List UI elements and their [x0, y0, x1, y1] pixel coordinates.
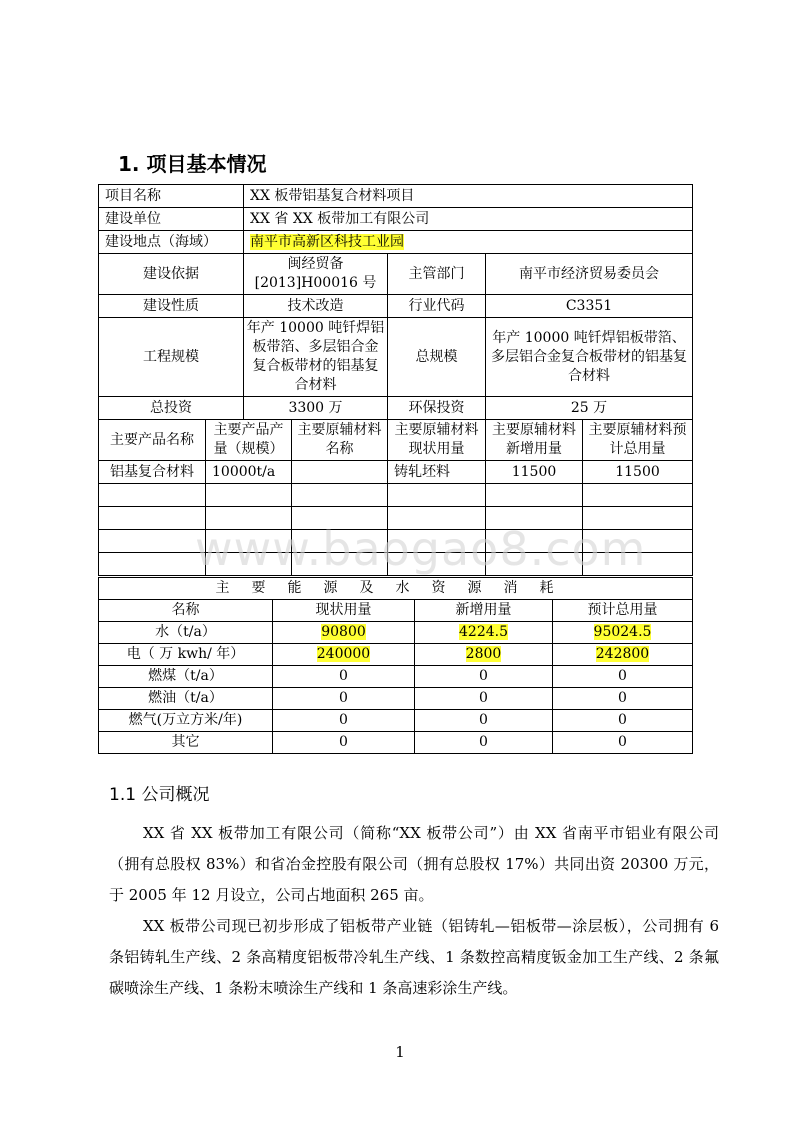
header-cell: 主要产品产量（规模） — [206, 420, 292, 461]
energy-current: 0 — [273, 732, 415, 754]
header-cell: 名称 — [99, 600, 273, 622]
highlight: 90800 — [321, 624, 366, 640]
energy-total — [553, 622, 693, 644]
header-cell: 预计总用量 — [553, 600, 693, 622]
energy-current — [273, 622, 415, 644]
energy-header-row — [99, 600, 693, 622]
energy-new: 0 — [415, 710, 553, 732]
energy-new — [415, 622, 553, 644]
energy-total: 0 — [553, 688, 693, 710]
energy-new: 0 — [415, 732, 553, 754]
location-label: 建设地点（海域） — [99, 231, 244, 254]
energy-total: 0 — [553, 710, 693, 732]
material-total: 11500 — [583, 461, 693, 484]
energy-current: 0 — [273, 710, 415, 732]
nature-value: 技术改造 — [244, 295, 388, 318]
table-row — [99, 461, 693, 484]
highlight: 242800 — [595, 646, 650, 662]
energy-row-gas — [99, 710, 693, 732]
energy-new: 0 — [415, 666, 553, 688]
total-scale-label: 总规模 — [388, 318, 486, 397]
header-cell: 现状用量 — [273, 600, 415, 622]
header-cell: 主要产品名称 — [99, 420, 206, 461]
table-row — [99, 231, 693, 254]
empty-row — [99, 530, 693, 553]
energy-row-electricity — [99, 644, 693, 666]
scale-value: 年产 10000 吨钎焊铝板带箔、多层铝合金复合板带材的铝基复合材料 — [244, 318, 388, 397]
material-current: 铸轧坯料 — [388, 461, 486, 484]
energy-row-water — [99, 622, 693, 644]
scale-label: 工程规模 — [99, 318, 244, 397]
energy-title-row — [99, 578, 693, 600]
industry-value: C3351 — [486, 295, 693, 318]
nature-label: 建设性质 — [99, 295, 244, 318]
paragraph: XX 板带公司现已初步形成了铝板带产业链（铝铸轧—铝板带—涂层板），公司拥有 6 条铝铸轧生产线、2 条高精度铝板带冷轧生产线、1 条数控高精度钣金加工生产线、2 条氟碳喷涂生产线、1 条粉末喷涂生产线和 1 条高速彩涂生产线。 — [109, 917, 719, 997]
env-investment-value: 25 万 — [486, 397, 693, 420]
energy-name: 燃气(万立方米/年) — [99, 710, 273, 732]
watermark: www.baogao8.com — [195, 522, 647, 576]
industry-label: 行业代码 — [388, 295, 486, 318]
energy-row-oil — [99, 688, 693, 710]
env-investment-label: 环保投资 — [388, 397, 486, 420]
energy-row-coal — [99, 666, 693, 688]
product-output: 10000t/a — [206, 461, 292, 484]
energy-current: 0 — [273, 666, 415, 688]
energy-name: 燃油（t/a） — [99, 688, 273, 710]
empty-row — [99, 553, 693, 576]
header-cell: 主要原辅材料现状用量 — [388, 420, 486, 461]
table-row — [99, 254, 693, 295]
header-cell: 主要原辅材料新增用量 — [486, 420, 583, 461]
energy-name: 电（ 万 kwh/ 年） — [99, 644, 273, 666]
project-info-table — [98, 184, 693, 576]
page-number: 1 — [395, 1043, 405, 1061]
table-row — [99, 208, 693, 231]
construction-unit-label: 建设单位 — [99, 208, 244, 231]
material-new: 11500 — [486, 461, 583, 484]
subsection-heading: 1.1 公司概况 — [109, 785, 210, 805]
energy-current: 0 — [273, 688, 415, 710]
basis-label: 建设依据 — [99, 254, 244, 295]
header-cell: 主要原辅材料名称 — [292, 420, 388, 461]
highlight: 2800 — [465, 646, 502, 662]
investment-value: 3300 万 — [244, 397, 388, 420]
table-row — [99, 397, 693, 420]
highlight: 95024.5 — [593, 624, 652, 640]
energy-total: 0 — [553, 732, 693, 754]
energy-new — [415, 644, 553, 666]
project-name-label: 项目名称 — [99, 185, 244, 208]
energy-total — [553, 644, 693, 666]
energy-row-other — [99, 732, 693, 754]
energy-new: 0 — [415, 688, 553, 710]
project-name-value: XX 板带铝基复合材料项目 — [244, 185, 693, 208]
energy-table — [98, 577, 693, 754]
dept-label: 主管部门 — [388, 254, 486, 295]
table-row — [99, 295, 693, 318]
location-highlight: 南平市高新区科技工业园 — [250, 233, 404, 250]
energy-name: 燃煤（t/a） — [99, 666, 273, 688]
products-header-row — [99, 420, 693, 461]
energy-title: 主要能源及水资源消耗 — [215, 580, 576, 596]
table-row — [99, 318, 693, 397]
dept-value: 南平市经济贸易委员会 — [486, 254, 693, 295]
material-name — [292, 461, 388, 484]
empty-row — [99, 507, 693, 530]
total-scale-value: 年产 10000 吨钎焊铝板带箔、多层铝合金复合板带材的铝基复合材料 — [486, 318, 693, 397]
highlight: 240000 — [316, 646, 371, 662]
table-row — [99, 185, 693, 208]
header-cell: 新增用量 — [415, 600, 553, 622]
section-heading: 1. 项目基本情况 — [118, 152, 267, 176]
energy-total: 0 — [553, 666, 693, 688]
paragraph: XX 省 XX 板带加工有限公司（简称“XX 板带公司”）由 XX 省南平市铝业有限公司（拥有总股权 83%）和省冶金控股有限公司（拥有总股权 17%）共同出资 20300 万元，于 2005 年 12 月设立，公司占地面积 265 亩。 — [109, 824, 719, 904]
basis-value: 闽经贸备[2013]H00016 号 — [244, 254, 388, 295]
investment-label: 总投资 — [99, 397, 244, 420]
construction-unit-value: XX 省 XX 板带加工有限公司 — [244, 208, 693, 231]
product-name: 铝基复合材料 — [99, 461, 206, 484]
energy-current — [273, 644, 415, 666]
highlight: 4224.5 — [459, 624, 508, 640]
location-value — [244, 231, 693, 254]
energy-name: 其它 — [99, 732, 273, 754]
header-cell: 主要原辅材料预计总用量 — [583, 420, 693, 461]
energy-name: 水（t/a） — [99, 622, 273, 644]
empty-row — [99, 484, 693, 507]
